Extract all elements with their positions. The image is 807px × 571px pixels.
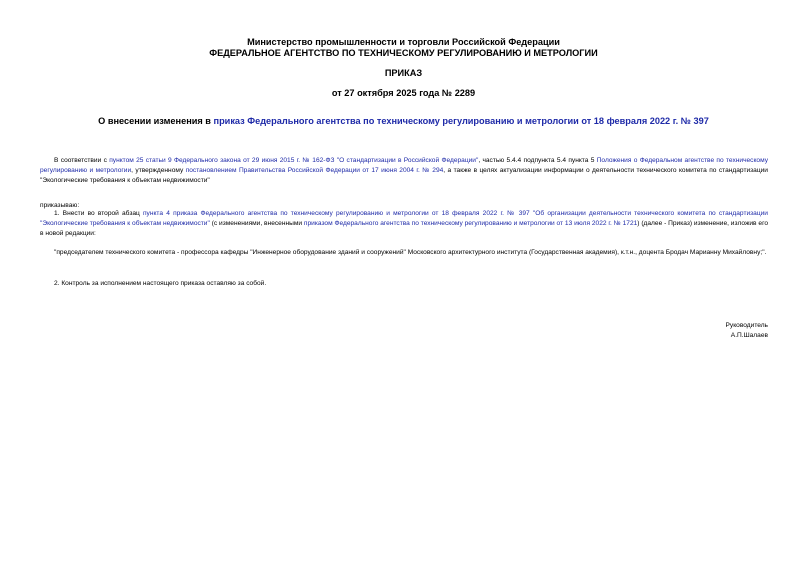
signatory-role: Руководитель (725, 322, 768, 329)
document-type: ПРИКАЗ (384, 68, 423, 78)
signatory-name: А.П.Шалаев (730, 332, 768, 339)
item-2-paragraph: 2. Контроль за исполнением настоящего приказа оставляю за собой. (54, 280, 267, 287)
preamble-text-2: , частью 5.4.4 подпункта 5.4 пункта 5 (478, 157, 597, 164)
preamble-text-1: В соответствии с (54, 157, 110, 164)
title-prefix: О внесении изменения в (98, 116, 214, 126)
preamble-paragraph (40, 156, 768, 186)
order-1721-link[interactable]: приказом Федерального агентства по техническому регулированию и метрологии от 13 июля 2022 г. № 1721 (303, 220, 638, 227)
government-decree-link[interactable]: постановлением Правительства Российской Федерации от 17 июня 2004 г. № 294 (185, 167, 444, 174)
orders-label: приказываю: (40, 202, 80, 209)
document-date-number: от 27 октября 2025 года № 2289 (331, 88, 476, 98)
preamble-text-3: , утвержденному (131, 167, 186, 174)
agency-name: ФЕДЕРАЛЬНОЕ АГЕНТСТВО ПО ТЕХНИЧЕСКОМУ РЕГУЛИРОВАНИЮ И МЕТРОЛОГИИ (209, 48, 598, 58)
item-1-paragraph (40, 209, 768, 239)
item-1-text-2: (с изменениями, внесенными (209, 220, 304, 227)
item-1-text-3: ) (далее - Приказ) изменение, изложив его в новой редакции: (40, 220, 769, 237)
agency-regulation-link[interactable]: Положения о Федеральном агентстве по техническому регулированию и метрологии (40, 157, 768, 174)
item-1-text-1: 1. Внести во второй абзац (54, 210, 143, 217)
federal-law-link[interactable]: пунктом 25 статьи 9 Федерального закона от 29 июня 2015 г. № 162-ФЗ "О стандартизации в Российской Федерации" (109, 157, 479, 164)
title-link[interactable]: приказ Федерального агентства по техническому регулированию и метрологии от 18 февраля 2022 г. № 397 (213, 116, 709, 126)
document-title (0, 116, 807, 127)
ministry-name: Министерство промышленности и торговли Российской Федерации (247, 37, 560, 47)
order-397-link[interactable]: пункта 4 приказа Федерального агентства по техническому регулированию и метрологии от 18 февраля 2022 г. № 397 "Об организации деятельности технического комитета по стандартизации "Экологические требования к объектам недвижимости" (40, 210, 768, 227)
preamble-text-4: , а также в целях актуализации информации о деятельности технического комитета по стандартизации "Экологические требования к объектам недвижимости" (40, 167, 768, 184)
quoted-new-text: "председателем технического комитета - профессора кафедры "Инженерное оборудование зданий и сооружений" Московского архитектурного института (Государственная академия), к.т.н., доцента Бродач Марианну Михайловну;". (54, 249, 767, 256)
